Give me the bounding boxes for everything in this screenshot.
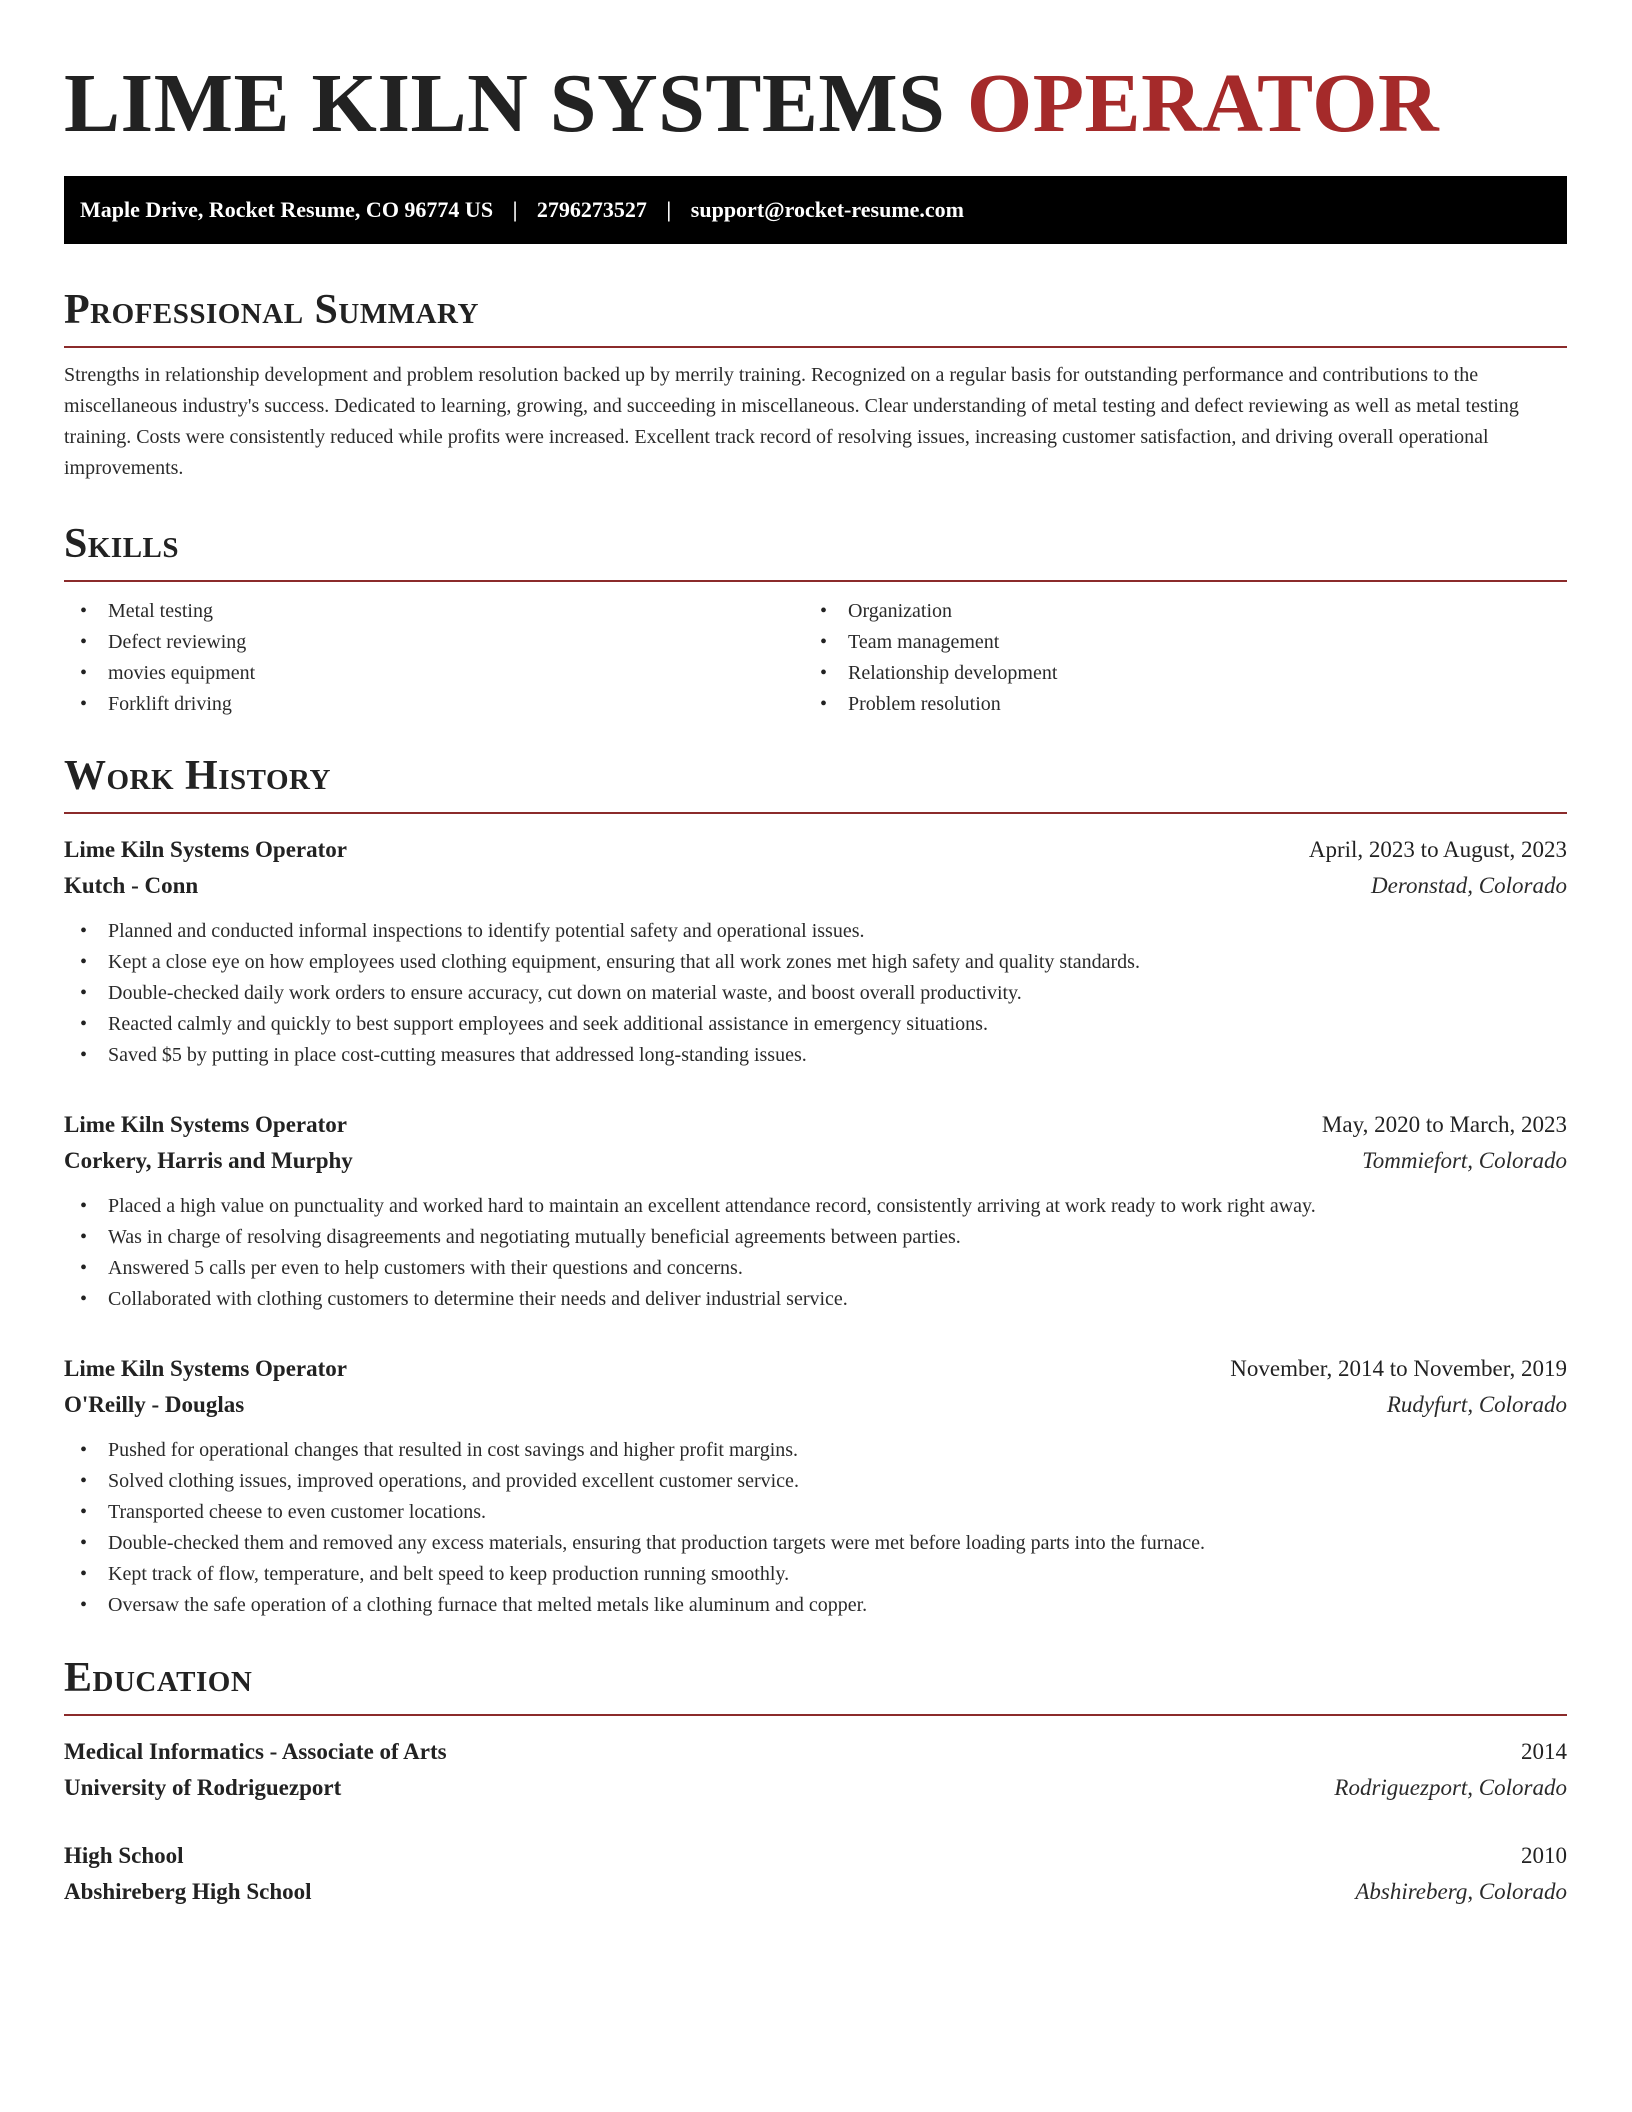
job-title: Lime Kiln Systems Operator <box>64 837 347 862</box>
summary-section <box>64 286 1567 504</box>
job-bullet: • Answered 5 calls per even to help customers with their questions and concerns. <box>64 1253 1567 1284</box>
education-year: 2014 <box>1521 1739 1567 1764</box>
section-divider <box>64 580 1567 582</box>
job-location: Deronstad, Colorado <box>1371 873 1567 898</box>
skill-item: • movies equipment <box>64 658 804 689</box>
job-bullet: • Reacted calmly and quickly to best support employees and seek additional assistance in emergency situations. <box>64 1009 1567 1040</box>
contact-email: support@rocket-resume.com <box>690 197 964 222</box>
section-title-summary: Professional Summary <box>64 287 479 333</box>
job-entry <box>64 1351 1567 1621</box>
job-bullet: • Collaborated with clothing customers to determine their needs and deliver industrial service. <box>64 1284 1567 1315</box>
job-bullets <box>64 916 1567 1071</box>
name-part1: LIME KILN SYSTEMS <box>64 57 946 150</box>
job-bullet: • Transported cheese to even customer locations. <box>64 1497 1567 1528</box>
job-company: Kutch - Conn <box>64 873 199 898</box>
job-bullet: • Oversaw the safe operation of a clothing furnace that melted metals like aluminum and copper. <box>64 1590 1567 1621</box>
job-bullets <box>64 1191 1567 1315</box>
summary-text: Strengths in relationship development and problem resolution backed up by merrily training. Recognized on a regular basis for outstanding performance and contributions to the miscellaneous industry's success. Dedicated to learning, growing, and succeeding in miscellaneous. Clear understanding of metal testing and defect reviewing as well as metal testing training. Costs were consistently reduced while profits were increased. Excellent track record of resolving issues, increasing customer satisfaction, and driving overall operational improvements. <box>64 364 1519 479</box>
skill-item: • Team management <box>804 627 1544 658</box>
education-school-row <box>64 1874 1567 1910</box>
job-title: Lime Kiln Systems Operator <box>64 1112 347 1137</box>
skill-item: • Relationship development <box>804 658 1544 689</box>
education-year: 2010 <box>1521 1843 1567 1868</box>
education-degree-row <box>64 1838 1567 1874</box>
skill-item: • Organization <box>804 596 1544 627</box>
skill-item: • Metal testing <box>64 596 804 627</box>
section-divider <box>64 346 1567 348</box>
education-entry <box>64 1734 1567 1806</box>
job-header-row <box>64 1351 1567 1387</box>
name-part2-accent: OPERATOR <box>966 57 1440 150</box>
contact-phone: 2796273527 <box>536 197 647 222</box>
job-bullet: • Kept track of flow, temperature, and belt speed to keep production running smoothly. <box>64 1559 1567 1590</box>
education-school-row <box>64 1770 1567 1806</box>
job-header-row <box>64 1107 1567 1143</box>
work-history-section <box>64 752 1567 1621</box>
skills-section <box>64 520 1567 720</box>
education-location: Rodriguezport, Colorado <box>1334 1775 1567 1800</box>
job-dates: April, 2023 to August, 2023 <box>1308 837 1567 862</box>
job-title: Lime Kiln Systems Operator <box>64 1356 347 1381</box>
job-bullet: • Double-checked them and removed any excess materials, ensuring that production targets were met before loading parts into the furnace. <box>64 1528 1567 1559</box>
section-title-work-history: Work History <box>64 753 331 799</box>
job-dates: May, 2020 to March, 2023 <box>1321 1112 1567 1137</box>
job-bullets <box>64 1435 1567 1621</box>
section-divider <box>64 812 1567 814</box>
contact-separator: | <box>512 197 518 222</box>
job-company-row <box>64 1387 1567 1423</box>
skills-columns <box>64 596 1567 720</box>
section-title-education: Education <box>64 1655 253 1701</box>
job-bullet: • Was in charge of resolving disagreements and negotiating mutually beneficial agreements between parties. <box>64 1222 1567 1253</box>
job-dates: November, 2014 to November, 2019 <box>1230 1356 1567 1381</box>
section-title-skills: Skills <box>64 521 180 567</box>
resume-page <box>64 0 1567 1904</box>
skills-list-right <box>804 596 1544 720</box>
job-location: Tommiefort, Colorado <box>1362 1148 1567 1173</box>
job-bullet: • Double-checked daily work orders to ensure accuracy, cut down on material waste, and boost overall productivity. <box>64 978 1567 1009</box>
job-company-row <box>64 868 1567 904</box>
job-company: O'Reilly - Douglas <box>64 1392 245 1417</box>
contact-separator: | <box>666 197 672 222</box>
job-bullet: • Planned and conducted informal inspections to identify potential safety and operational issues. <box>64 916 1567 947</box>
education-section <box>64 1654 1567 1910</box>
job-company: Corkery, Harris and Murphy <box>64 1148 353 1173</box>
job-company-row <box>64 1143 1567 1179</box>
job-bullet: • Pushed for operational changes that resulted in cost savings and higher profit margins. <box>64 1435 1567 1466</box>
skill-item: • Forklift driving <box>64 689 804 720</box>
contact-address: Maple Drive, Rocket Resume, CO 96774 US <box>80 197 494 222</box>
job-entry <box>64 832 1567 1071</box>
education-location: Abshireberg, Colorado <box>1355 1879 1567 1904</box>
job-bullet: • Solved clothing issues, improved operations, and provided excellent customer service. <box>64 1466 1567 1497</box>
skills-list-left <box>64 596 804 720</box>
skill-item: • Problem resolution <box>804 689 1544 720</box>
job-entry <box>64 1107 1567 1315</box>
education-degree-row <box>64 1734 1567 1770</box>
section-divider <box>64 1714 1567 1716</box>
education-degree: Medical Informatics - Associate of Arts <box>64 1739 447 1764</box>
job-bullet: • Kept a close eye on how employees used clothing equipment, ensuring that all work zones met high safety and quality standards. <box>64 947 1567 978</box>
job-bullet: • Saved $5 by putting in place cost-cutting measures that addressed long-standing issues. <box>64 1040 1567 1071</box>
contact-bar <box>64 176 1567 244</box>
education-entry <box>64 1838 1567 1910</box>
education-degree: High School <box>64 1843 184 1868</box>
resume-name-heading <box>64 57 1567 150</box>
job-header-row <box>64 832 1567 868</box>
job-location: Rudyfurt, Colorado <box>1386 1392 1567 1417</box>
skill-item: • Defect reviewing <box>64 627 804 658</box>
job-bullet: • Placed a high value on punctuality and worked hard to maintain an excellent attendance record, consistently arriving at work ready to work right away. <box>64 1191 1567 1222</box>
education-school: University of Rodriguezport <box>64 1775 342 1800</box>
education-school: Abshireberg High School <box>64 1879 312 1904</box>
